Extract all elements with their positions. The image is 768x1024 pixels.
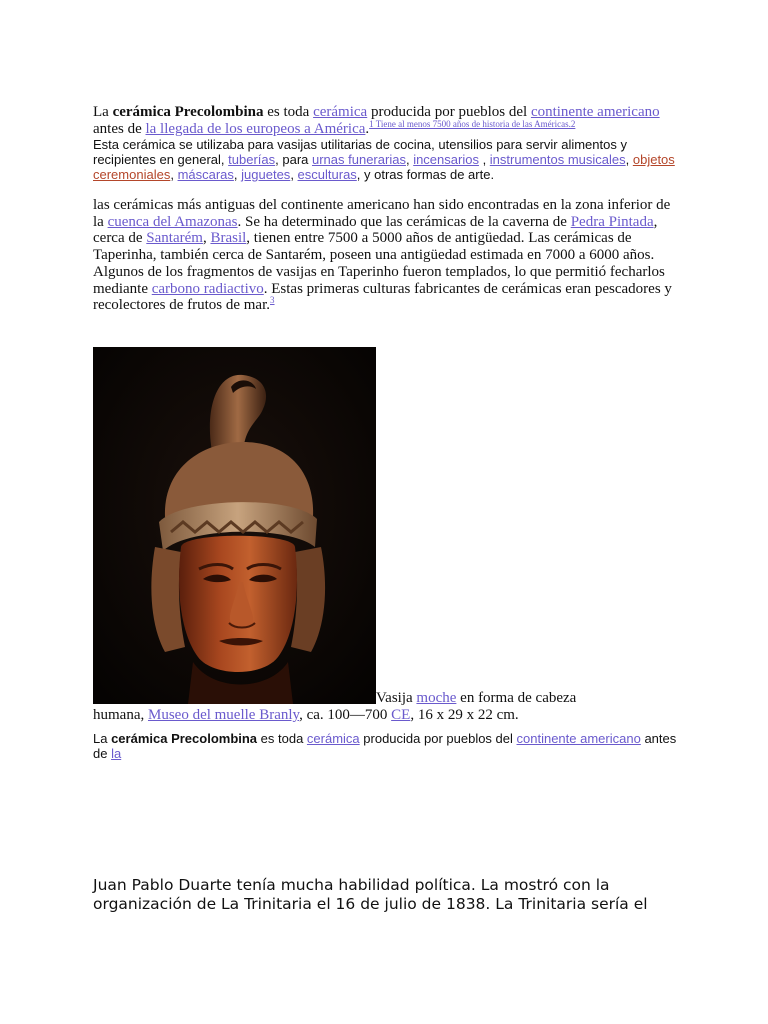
caption-line-1 (376, 690, 576, 707)
link-objetos-ceremoniales[interactable]: objetos ceremoniales (93, 152, 675, 182)
link-la[interactable]: la (111, 746, 122, 761)
text-run: producida por pueblos del (359, 731, 517, 746)
footnote-link[interactable]: 1 Tiene al menos 7500 años de historia de las Américas.2 (369, 119, 576, 129)
text-run: humana, (93, 707, 148, 723)
link-esculturas[interactable]: esculturas (297, 167, 357, 182)
link-pedra-pintada[interactable]: Pedra Pintada (570, 213, 654, 230)
text-run: , (405, 152, 414, 167)
duarte-paragraph: Juan Pablo Duarte tenía mucha habilidad política. La mostró con la organización de La Trinitaria el 16 de julio de 1838. La Trinitaria sería el (93, 876, 648, 913)
link-cuenca-amazonas[interactable]: cuenca del Amazonas (107, 213, 238, 230)
text-run: es toda (257, 731, 307, 746)
intro-paragraph (93, 104, 683, 138)
link-llegada-europeos[interactable]: la llegada de los europeos a América (145, 121, 366, 137)
text-run: La (93, 104, 113, 120)
text-run: producida por pueblos del (367, 104, 531, 120)
link-carbono-radiactivo[interactable]: carbono radiactivo (151, 280, 264, 297)
history-paragraph (93, 197, 683, 314)
link-santarem[interactable]: Santarém (146, 230, 203, 247)
caption-line-2 (93, 707, 519, 724)
text-run: en forma de cabeza (456, 690, 577, 706)
link-ceramica[interactable]: cerámica (313, 104, 368, 120)
text-run: es toda (263, 104, 314, 120)
bold-term: cerámica Precolombina (111, 731, 258, 746)
link-incensarios[interactable]: incensarios (413, 152, 479, 167)
text-run: , (625, 152, 633, 167)
text-run: , (170, 167, 178, 182)
text-run: La (93, 731, 112, 746)
link-tuberias[interactable]: tuberías (228, 152, 276, 167)
text-run: las cerámicas más antiguas del continente americano han sido encontradas en la zona inferior de la (93, 197, 671, 230)
link-mascaras[interactable]: máscaras (177, 167, 234, 182)
text-run: , (290, 167, 298, 182)
text-run: . Se ha determinado que las cerámicas de la caverna de (237, 213, 571, 230)
link-urnas-funerarias[interactable]: urnas funerarias (312, 152, 406, 167)
link-ceramica-2[interactable]: cerámica (306, 731, 360, 746)
text-run: antes de (93, 121, 146, 137)
text-run: , (478, 152, 490, 167)
text-run: , ca. 100—700 (299, 707, 392, 723)
bold-term: cerámica Precolombina (112, 104, 264, 120)
footnote-3-link[interactable]: 3 (270, 295, 275, 306)
moche-vessel-photo (93, 347, 376, 704)
text-run: . (365, 121, 370, 137)
link-continente-americano-2[interactable]: continente americano (516, 731, 641, 746)
uses-paragraph (93, 137, 683, 182)
text-run: , para (275, 152, 312, 167)
link-brasil[interactable]: Brasil (210, 230, 247, 247)
text-run: , 16 x 29 x 22 cm. (410, 707, 519, 723)
link-moche[interactable]: moche (416, 690, 457, 706)
link-museo-branly[interactable]: Museo del muelle Branly (147, 707, 300, 723)
link-continente-americano[interactable]: continente americano (530, 104, 660, 120)
text-run: , cerca de (93, 213, 658, 247)
link-instrumentos-musicales[interactable]: instrumentos musicales (489, 152, 626, 167)
link-juguetes[interactable]: juguetes (241, 167, 291, 182)
text-run: , (202, 230, 211, 247)
text-run: Esta cerámica se utilizaba para vasijas utilitarias de cocina, utensilios para servir alimentos y recipientes en general, (93, 137, 627, 167)
text-run: antes de (93, 731, 677, 761)
repeat-paragraph (93, 731, 683, 761)
link-ce[interactable]: CE (391, 707, 411, 723)
text-run: . Estas primeras culturas fabricantes de cerámicas eran pescadores y recolectores de frutos de mar. (93, 280, 672, 314)
text-run: , (233, 167, 242, 182)
text-run: , y otras formas de arte. (356, 167, 495, 182)
text-run: Vasija (376, 690, 417, 706)
text-run: , tienen entre 7500 a 5000 años de antigüedad. Las cerámicas de Taperinha, también cerca de Santarém, poseen una antigüedad estimada en 7000 a 6000 años. Algunos de los fragmentos de vasijas en Taperinho fueron templados, lo que permitió fecharlos mediante (93, 230, 665, 297)
moche-vessel-illustration (93, 347, 376, 704)
